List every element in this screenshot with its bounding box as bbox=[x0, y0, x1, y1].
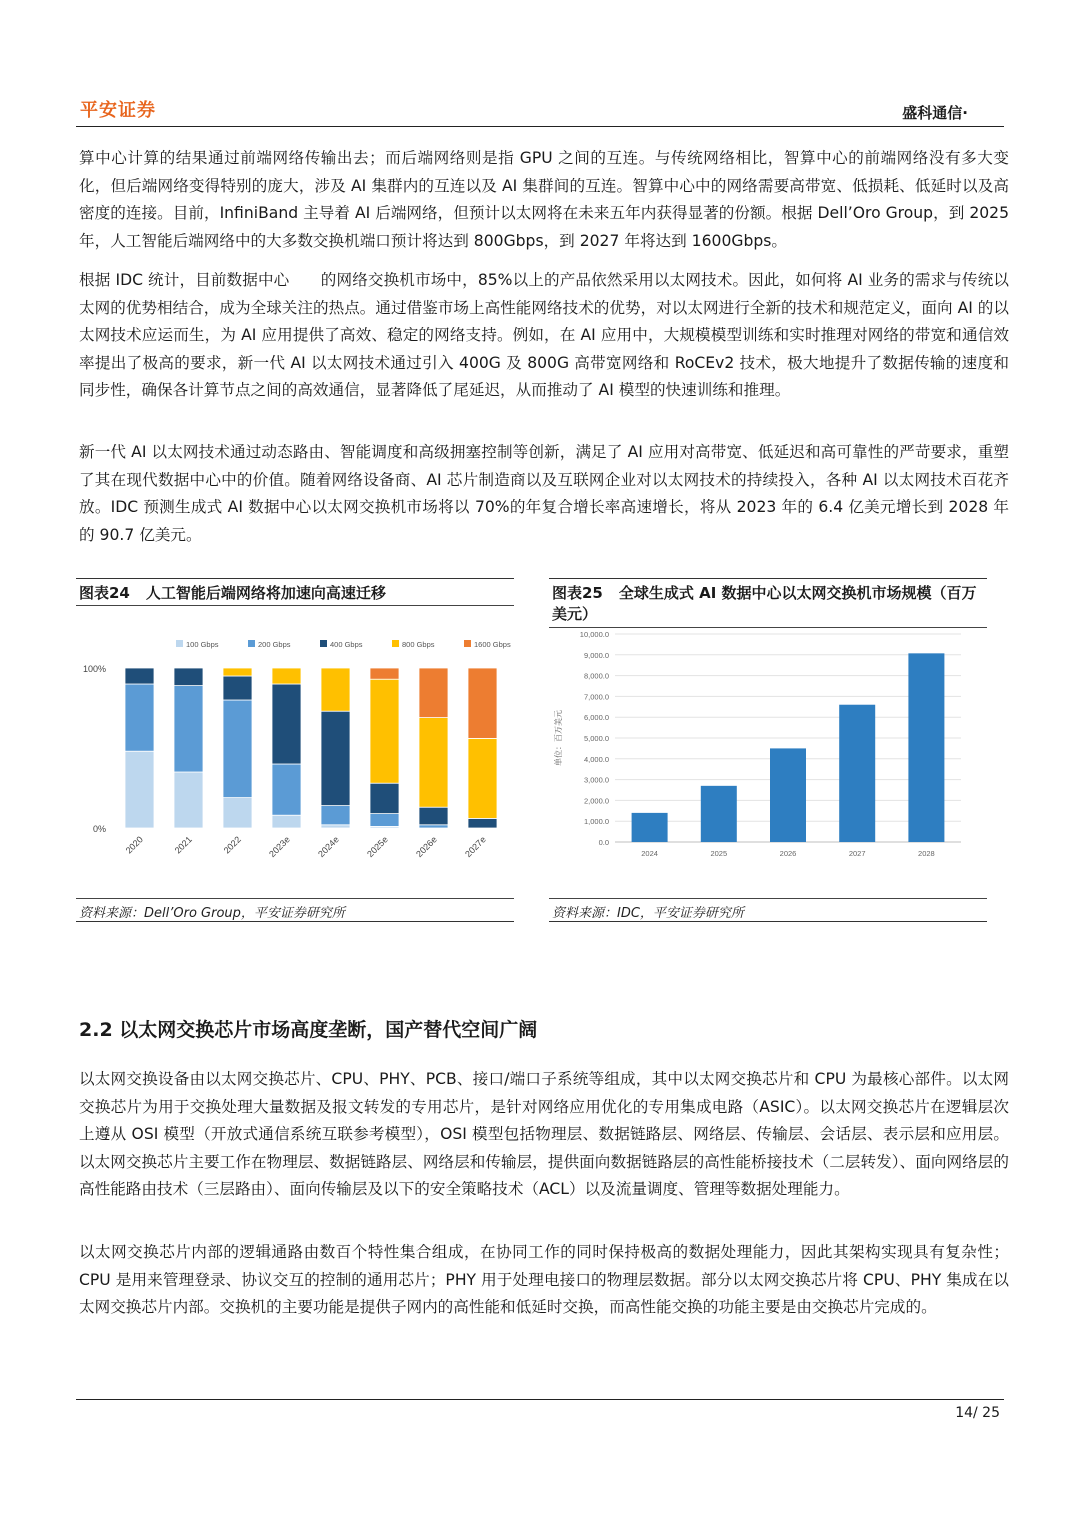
bar-segment bbox=[468, 668, 497, 738]
bar-segment bbox=[223, 798, 252, 828]
bar-segment bbox=[321, 668, 350, 711]
bar-segment bbox=[321, 825, 350, 828]
y-tick-label: 8,000.0 bbox=[583, 671, 609, 681]
bar-segment bbox=[419, 668, 448, 718]
x-tick-label: 2025 bbox=[710, 849, 728, 858]
fig24-title bbox=[79, 583, 511, 604]
bar-segment bbox=[125, 684, 154, 751]
bar-segment bbox=[223, 700, 252, 798]
bar bbox=[908, 653, 944, 842]
y-tick-label: 100% bbox=[82, 664, 106, 674]
fig24-top-rule bbox=[76, 578, 514, 579]
legend-swatch bbox=[464, 640, 471, 647]
legend-label: 100 Gbps bbox=[186, 640, 219, 649]
fig25-chart bbox=[549, 628, 987, 898]
bar-segment bbox=[223, 676, 252, 700]
paragraph-4: 以太网交换设备由以太网交换芯片、CPU、PHY、PCB、接口/端口子系统等组成，其中以太网交换芯片和 CPU 为最核心部件。以太网交换芯片为用于交换处理大量数据及报文转发的专用芯片，是针对网络应用优化的专用集成电路（ASIC）。以太网交换芯片在逻辑层次上遵从 OSI 模型（开放式通信系统互联参考模型），OSI 模型包括物理层、数据链路层、网络层、传输层、会话层、表示层和应用层。以太网交换芯片主要工作在物理层、数据链路层、网络层和传输层，提供面向数据链路层的高性能桥接技术（二层转发）、面向网络层的高性能路由技术（三层路由）、面向传输层及以下的安全策略技术（ACL）以及流量调度、管理等数据处理能力。 bbox=[79, 1070, 1009, 1198]
y-tick-label: 1,000.0 bbox=[583, 817, 609, 827]
x-tick-label: 2026 bbox=[779, 849, 797, 858]
legend-label: 800 Gbps bbox=[402, 640, 435, 649]
x-tick-label: 2026e bbox=[414, 834, 439, 860]
fig25-number: 图表25 bbox=[552, 584, 603, 602]
y-tick-label: 5,000.0 bbox=[583, 734, 609, 743]
paragraph-2: 根据 IDC 统计，目前数据中心 的网络交换机市场中，85%以上的产品依然采用以太网技术。因此，如何将 AI 业务的需求与传统以太网的优势相结合，成为全球关注的热点。通过借鉴市场上高性能网络技术的优势，对以太网进行全新的技术和规范定义，面向 AI 的以太网技术应运而生，为 AI 应用提供了高效、稳定的网络支持。例如，在 AI 应用中，大规模模型训练和实时推理对网络的带宽和通信效率提出了极高的要求，新一代 AI 以太网技术通过引入 400G 及 800G 高带宽网络和 RoCEv2 技术，极大地提升了数据传输的速度和同步性，确保各计算节点之间的高效通信，显著降低了尾延迟，从而推动了 AI 模型的快速训练和推理。 bbox=[79, 271, 1009, 399]
bar-segment bbox=[370, 783, 399, 813]
y-axis-label: 单位：百万美元 bbox=[554, 710, 563, 766]
bar-segment bbox=[272, 668, 301, 684]
header-rule bbox=[76, 126, 1004, 127]
y-tick-label: 2,000.0 bbox=[583, 796, 609, 806]
x-tick-label: 2023e bbox=[267, 834, 292, 860]
fig25-top-rule bbox=[549, 578, 987, 579]
bar-segment bbox=[174, 686, 203, 772]
page-number: 14/ 25 bbox=[955, 1405, 1000, 1421]
x-tick-label: 2027 bbox=[848, 849, 866, 858]
legend-label: 200 Gbps bbox=[258, 640, 291, 649]
y-tick-label: 9,000.0 bbox=[583, 650, 609, 660]
bar-segment bbox=[419, 718, 448, 808]
x-tick-label: 2020 bbox=[123, 834, 145, 856]
bar-segment bbox=[370, 679, 399, 783]
x-tick-label: 2021 bbox=[172, 834, 194, 856]
legend-swatch bbox=[176, 640, 183, 647]
x-tick-label: 2028 bbox=[918, 849, 935, 858]
fig25-source-rule bbox=[549, 898, 987, 899]
company-name: 盛科通信· bbox=[902, 104, 968, 122]
bar bbox=[632, 813, 668, 842]
x-tick-label: 2024e bbox=[316, 834, 341, 860]
bar bbox=[701, 786, 737, 842]
legend-swatch bbox=[392, 640, 399, 647]
x-tick-label: 2022 bbox=[221, 834, 243, 856]
bar-segment bbox=[370, 668, 399, 679]
y-tick-label: 4,000.0 bbox=[583, 754, 609, 764]
bar bbox=[839, 705, 875, 842]
fig25-source: 资料来源：IDC，平安证券研究所 bbox=[552, 906, 744, 921]
bar-segment bbox=[468, 738, 497, 818]
section-heading: 2.2 以太网交换芯片市场高度垄断，国产替代空间广阔 bbox=[79, 1019, 538, 1041]
bar-segment bbox=[125, 668, 154, 684]
y-tick-label: 0.0 bbox=[598, 838, 609, 847]
bar-segment bbox=[321, 806, 350, 825]
legend-label: 400 Gbps bbox=[330, 640, 363, 649]
bar-segment bbox=[272, 815, 301, 828]
x-tick-label: 2025e bbox=[365, 834, 390, 860]
fig24-title-rule bbox=[76, 605, 514, 606]
y-tick-label: 3,000.0 bbox=[583, 775, 609, 785]
paragraph-5: 以太网交换芯片内部的逻辑通路由数百个特性集合组成，在协同工作的同时保持极高的数据处理能力，因此其架构实现具有复杂性；CPU 是用来管理登录、协议交互的控制的通用芯片；PHY 用于处理电接口的物理层数据。部分以太网交换芯片将 CPU、PHY 集成在以太网交换芯片内部。交换机的主要功能是提供子网内的高性能和低延时交换，而高性能交换的功能主要是由交换芯片完成的。 bbox=[79, 1243, 1009, 1316]
y-tick-label: 7,000.0 bbox=[583, 692, 609, 702]
bar-segment bbox=[272, 684, 301, 764]
bar-segment bbox=[321, 711, 350, 805]
fig24-chart bbox=[76, 628, 514, 898]
x-tick-label: 2027e bbox=[463, 834, 488, 860]
bar-segment bbox=[370, 814, 399, 827]
bar-segment bbox=[272, 764, 301, 815]
fig24-source: 资料来源：Dell’Oro Group，平安证券研究所 bbox=[79, 906, 345, 921]
bar bbox=[770, 748, 806, 842]
stacked-bar-chart bbox=[76, 628, 514, 898]
fig24-number: 图表24 bbox=[79, 584, 130, 602]
y-tick-label: 0% bbox=[92, 824, 106, 834]
bar-segment bbox=[174, 668, 203, 686]
bar-segment bbox=[125, 751, 154, 828]
logo: 平安证券 bbox=[80, 100, 156, 121]
bar-chart bbox=[549, 628, 987, 898]
fig24-source-rule bbox=[76, 898, 514, 899]
fig24-title-text: 人工智能后端网络将加速向高速迁移 bbox=[145, 584, 386, 602]
legend-swatch bbox=[320, 640, 327, 647]
fig25-bottom-rule bbox=[549, 921, 987, 922]
footer-rule bbox=[76, 1399, 1004, 1400]
bar-segment bbox=[419, 825, 448, 828]
x-tick-label: 2024 bbox=[641, 849, 658, 858]
y-tick-label: 10,000.0 bbox=[579, 630, 609, 639]
fig25-title-text: 全球生成式 AI 数据中心以太网交换机市场规模（百万美元） bbox=[552, 584, 977, 623]
bar-segment bbox=[174, 772, 203, 828]
bar-segment bbox=[468, 818, 497, 828]
legend-label: 1600 Gbps bbox=[474, 640, 511, 649]
legend-swatch bbox=[248, 640, 255, 647]
y-tick-label: 6,000.0 bbox=[583, 713, 609, 723]
fig24-bottom-rule bbox=[76, 921, 514, 922]
fig25-title bbox=[552, 583, 987, 625]
paragraph-3: 新一代 AI 以太网技术通过动态路由、智能调度和高级拥塞控制等创新，满足了 AI 应用对高带宽、低延迟和高可靠性的严苛要求，重塑了其在现代数据中心中的价值。随着网络设备商、AI 芯片制造商以及互联网企业对以太网技术的持续投入，各种 AI 以太网技术百花齐放。IDC 预测生成式 AI 数据中心以太网交换机市场将以 70%的年复合增长率高速增长，将从 2023 年的 6.4 亿美元增长到 2028 年的 90.7 亿美元。 bbox=[79, 443, 1009, 544]
paragraph-1: 算中心计算的结果通过前端网络传输出去；而后端网络则是指 GPU 之间的互连。与传统网络相比，智算中心的前端网络没有多大变化，但后端网络变得特别的庞大，涉及 AI 集群内的互连以及 AI 集群间的互连。智算中心中的网络需要高带宽、低损耗、低延时以及高密度的连接。目前，InfiniBand 主导着 AI 后端网络，但预计以太网将在未来五年内获得显著的份额。根据 Dell’Oro Group，到 2025 年，人工智能后端网络中的大多数交换机端口预计将达到 800Gbps，到 2027 年将达到 1600Gbps。 bbox=[79, 149, 1009, 250]
bar-segment bbox=[419, 807, 448, 825]
bar-segment bbox=[223, 668, 252, 676]
